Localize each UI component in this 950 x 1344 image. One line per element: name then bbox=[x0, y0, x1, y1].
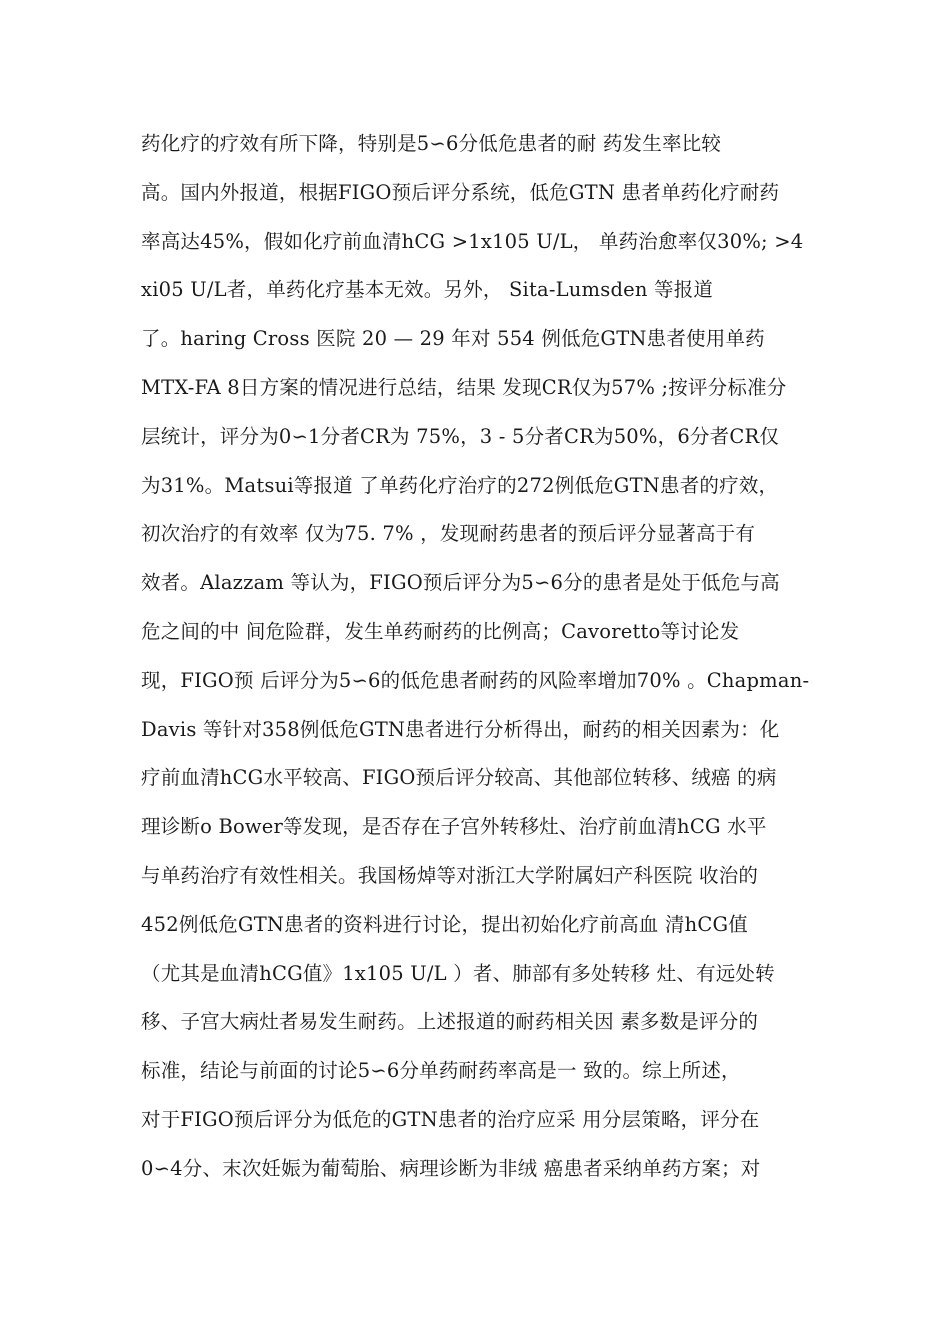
text-line: 452例低危GTN患者的资料进行讨论，提出初始化疗前高血 清hCG值 bbox=[141, 912, 748, 936]
text-line: 高。国内外报道，根据FIGO预后评分系统，低危GTN 患者单药化疗耐药 bbox=[141, 180, 780, 204]
text-line: 了。haring Cross 医院 20 — 29 年对 554 例低危GTN患者使用单药 bbox=[141, 327, 765, 351]
text-line: Davis 等针对358例低危GTN患者进行分析得出，耐药的相关因素为：化 bbox=[141, 717, 780, 741]
body-paragraph bbox=[141, 120, 821, 1194]
text-line: 为31%。Matsui等报道 了单药化疗治疗的272例低危GTN患者的疗效， bbox=[141, 473, 779, 497]
text-line: 初次治疗的有效率 仅为75. 7% ，发现耐药患者的预后评分显著高于有 bbox=[141, 522, 756, 546]
text-line: 对于FIGO预后评分为低危的GTN患者的治疗应采 用分层策略，评分在 bbox=[141, 1107, 760, 1131]
text-line: （尤其是血清hCG值》1x105 U/L ）者、肺部有多处转移 灶、有远处转 bbox=[141, 961, 775, 985]
text-line: 疗前血清hCG水平较高、FIGO预后评分较高、其他部位转移、绒癌 的病 bbox=[141, 766, 777, 790]
text-line: 移、子宫大病灶者易发生耐药。上述报道的耐药相关因 素多数是评分的 bbox=[141, 1010, 759, 1034]
text-line: 现，FIGO预 后评分为5∽6的低危患者耐药的风险率增加70% 。Chapman- bbox=[141, 668, 810, 692]
text-line: 与单药治疗有效性相关。我国杨焯等对浙江大学附属妇产科医院 收治的 bbox=[141, 863, 759, 887]
text-line: 药化疗的疗效有所下降，特别是5∽6分低危患者的耐 药发生率比较 bbox=[141, 132, 722, 155]
text-line: xi05 U/L者，单药化疗基本无效。另外， Sita-Lumsden 等报道 bbox=[141, 278, 714, 302]
text-line: 层统计，评分为0∽1分者CR为 75%，3 - 5分者CR为50%，6分者CR仅 bbox=[141, 424, 780, 448]
text-line: 危之间的中 间危险群，发生单药耐药的比例高；Cavoretto等讨论发 bbox=[141, 619, 740, 643]
text-line: 理诊断o Bower等发现，是否存在子宫外转移灶、治疗前血清hCG 水平 bbox=[141, 815, 767, 839]
text-line: 率高达45%，假如化疗前血清hCG >1x105 U/L， 单药治愈率仅30%; >4 bbox=[141, 229, 804, 253]
text-line: 效者。Alazzam 等认为，FIGO预后评分为5∽6分的患者是处于低危与高 bbox=[141, 571, 780, 595]
text-line: MTX-FA 8日方案的情况进行总结，结果 发现CR仅为57% ;按评分标准分 bbox=[141, 375, 787, 399]
text-line: 0∽4分、末次妊娠为葡萄胎、病理诊断为非绒 癌患者采纳单药方案；对 bbox=[141, 1156, 761, 1180]
text-line: 标准，结论与前面的讨论5∽6分单药耐药率高是一 致的。综上所述， bbox=[141, 1059, 741, 1083]
